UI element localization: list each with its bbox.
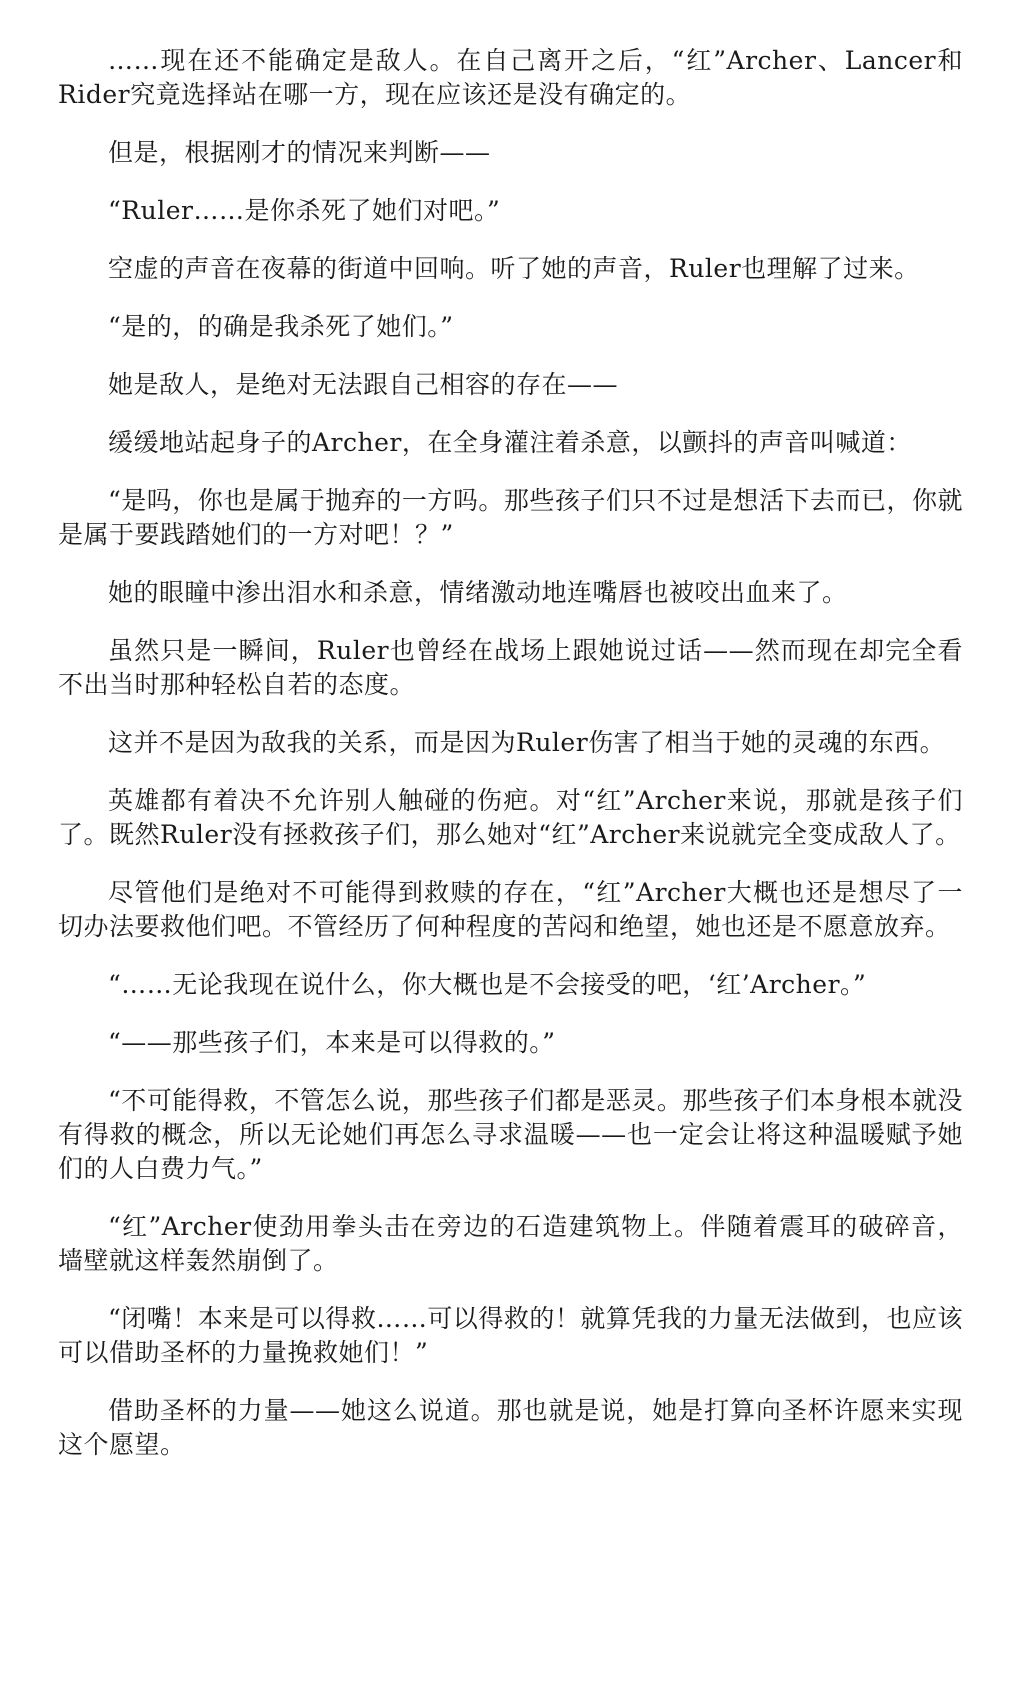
paragraph: “闭嘴！本来是可以得救……可以得救的！就算凭我的力量无法做到，也应该可以借助圣杯的力量挽救她们！” (58, 1304, 963, 1367)
paragraph: 借助圣杯的力量——她这么说道。那也就是说，她是打算向圣杯许愿来实现这个愿望。 (58, 1396, 963, 1459)
paragraph: “不可能得救，不管怎么说，那些孩子们都是恶灵。那些孩子们本身根本就没有得救的概念，所以无论她们再怎么寻求温暖——也一定会让将这种温暖赋予她们的人白费力气。” (58, 1086, 963, 1183)
paragraph: 空虚的声音在夜幕的街道中回响。听了她的声音，Ruler也理解了过来。 (108, 254, 920, 283)
paragraph: 她的眼瞳中渗出泪水和杀意，情绪激动地连嘴唇也被咬出血来了。 (108, 578, 848, 607)
paragraph: “Ruler……是你杀死了她们对吧。” (108, 196, 501, 225)
paragraph: “——那些孩子们，本来是可以得救的。” (108, 1028, 556, 1057)
paragraph: “是的，的确是我杀死了她们。” (108, 312, 454, 341)
document-page (58, 44, 963, 1486)
paragraph: 尽管他们是绝对不可能得到救赎的存在，“红”Archer大概也还是想尽了一切办法要救他们吧。不管经历了何种程度的苦闷和绝望，她也还是不愿意放弃。 (58, 878, 963, 941)
paragraph: “……无论我现在说什么，你大概也是不会接受的吧，‘红’Archer。” (108, 970, 867, 999)
paragraph: ……现在还不能确定是敌人。在自己离开之后，“红”Archer、Lancer和Rider究竟选择站在哪一方，现在应该还是没有确定的。 (58, 46, 963, 109)
paragraph: 虽然只是一瞬间，Ruler也曾经在战场上跟她说过话——然而现在却完全看不出当时那种轻松自若的态度。 (58, 636, 963, 699)
paragraph: 英雄都有着决不允许别人触碰的伤疤。对“红”Archer来说，那就是孩子们了。既然Ruler没有拯救孩子们，那么她对“红”Archer来说就完全变成敌人了。 (58, 786, 963, 849)
paragraph: 这并不是因为敌我的关系，而是因为Ruler伤害了相当于她的灵魂的东西。 (108, 728, 946, 757)
paragraph: “红”Archer使劲用拳头击在旁边的石造建筑物上。伴随着震耳的破碎音，墙壁就这样轰然崩倒了。 (58, 1212, 963, 1275)
paragraph: 但是，根据刚才的情况来判断—— (108, 138, 491, 167)
paragraph: 缓缓地站起身子的Archer，在全身灌注着杀意，以颤抖的声音叫喊道： (108, 428, 912, 457)
paragraph: 她是敌人，是绝对无法跟自己相容的存在—— (108, 370, 619, 399)
paragraph: “是吗，你也是属于抛弃的一方吗。那些孩子们只不过是想活下去而已，你就是属于要践踏她们的一方对吧！？” (58, 486, 963, 549)
